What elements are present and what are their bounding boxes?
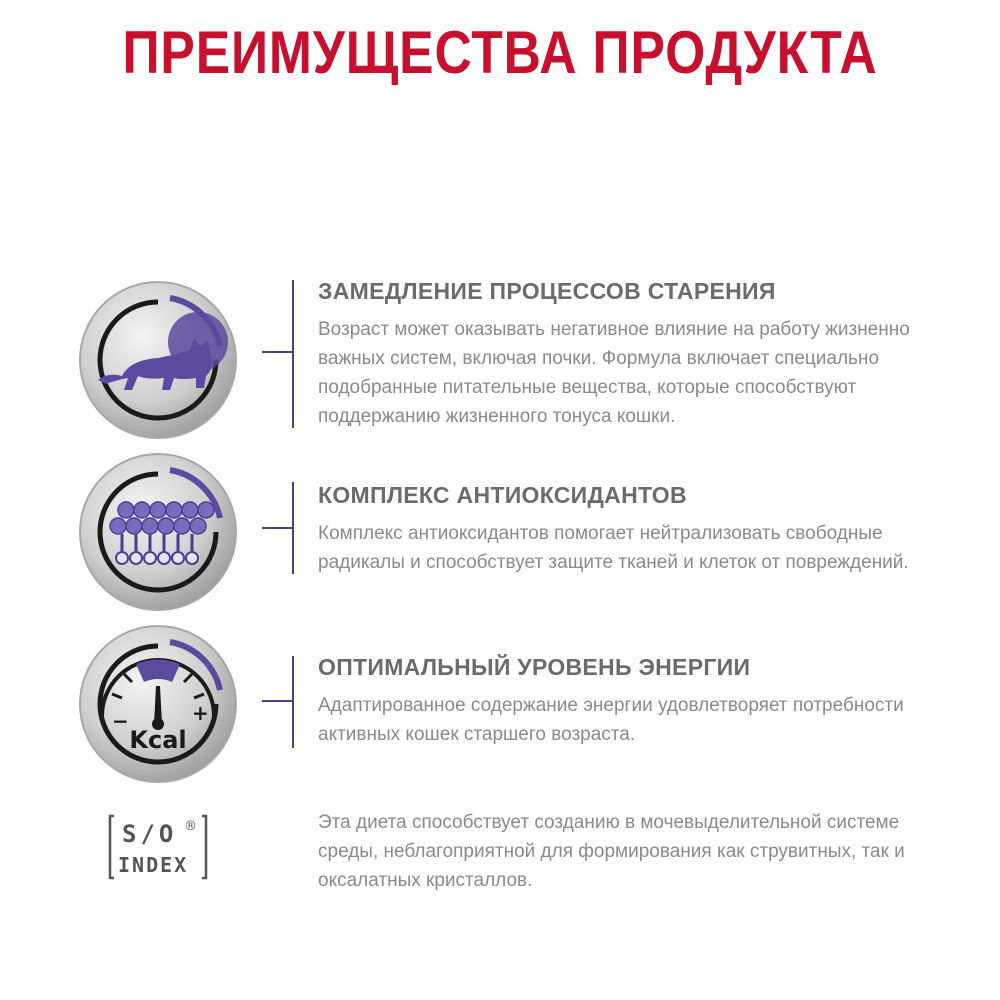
so-index-logo — [108, 814, 208, 880]
gauge-plus-label: + — [192, 701, 209, 725]
page-title: ПРЕИМУЩЕСТВА ПРОДУКТА — [122, 19, 878, 86]
connector-line — [262, 527, 294, 529]
energy-gauge-icon — [78, 624, 238, 784]
so-index-logo-line2: INDEX — [118, 853, 189, 877]
antioxidant-cells-icon — [78, 452, 238, 612]
divider-bar — [292, 280, 294, 428]
aging-cat-icon — [78, 280, 238, 440]
benefit-title: КОМПЛЕКС АНТИОКСИДАНТОВ — [318, 482, 687, 508]
gauge-unit-label: Kcal — [129, 726, 187, 754]
benefit-title: ОПТИМАЛЬНЫЙ УРОВЕНЬ ЭНЕРГИИ — [318, 654, 751, 680]
registered-mark: ® — [184, 819, 197, 834]
benefit-description: Адаптированное содержание энергии удовлетворяет потребности активных кошек старшего возраста. — [318, 695, 904, 745]
benefit-description: Возраст может оказывать негативное влияние на работу жизненно важных систем, включая почки. Формула включает специально подобранные питательные вещества, которые способствуют поддержанию жизненного тонуса кошки. — [318, 319, 910, 427]
connector-line — [262, 700, 294, 702]
benefit-description: Комплекс антиоксидантов помогает нейтрализовать свободные радикалы и способствует защите тканей и клеток от повреждений. — [318, 523, 909, 573]
divider-bar — [292, 482, 294, 574]
gauge-minus-label: − — [112, 709, 129, 733]
divider-bar — [292, 656, 294, 748]
connector-line — [262, 351, 294, 353]
so-index-description: Эта диета способствует созданию в мочевыделительной системе среды, неблагоприятной для формирования как струвитных, так и оксалатных кристаллов. — [318, 812, 905, 891]
so-index-logo-line1: S/O — [122, 820, 178, 848]
benefit-title: ЗАМЕДЛЕНИЕ ПРОЦЕССОВ СТАРЕНИЯ — [318, 278, 776, 304]
